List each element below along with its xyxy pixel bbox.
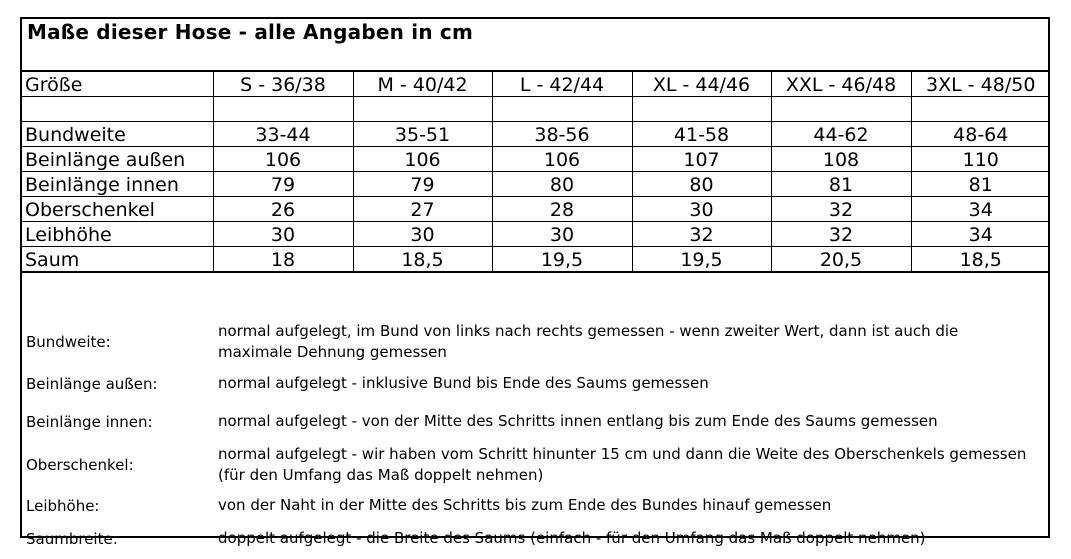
size-header-cell: M - 40/42 [353,71,492,97]
table-cell: 30 [353,222,492,247]
table-cell: 18 [213,247,353,273]
chart-title: Maße dieser Hose - alle Angaben in cm [27,20,474,44]
table-row-beinlaenge-aussen [22,147,1050,172]
note-label: Leibhöhe: [26,497,100,515]
table-cell: 80 [492,172,632,197]
row-label: Oberschenkel [22,197,213,222]
table-cell: 18,5 [911,247,1050,273]
table-cell: 30 [492,222,632,247]
size-header-row [22,71,1050,97]
table-cell: 28 [492,197,632,222]
table-cell: 48-64 [911,122,1050,147]
row-label: Saum [22,247,213,273]
empty-cell [492,97,632,122]
size-header-cell: XXL - 46/48 [771,71,911,97]
size-header-cell: 3XL - 48/50 [911,71,1050,97]
table-row-bundweite [22,122,1050,147]
table-cell: 106 [213,147,353,172]
note-text: normal aufgelegt - von der Mitte des Schritts innen entlang bis zum Ende des Saums gemessen [218,412,938,430]
empty-cell [353,97,492,122]
empty-cell [213,97,353,122]
empty-cell [22,97,213,122]
table-row-beinlaenge-innen [22,172,1050,197]
table-cell: 30 [213,222,353,247]
table-cell: 108 [771,147,911,172]
table-cell: 106 [353,147,492,172]
table-cell: 44-62 [771,122,911,147]
empty-cell [911,97,1050,122]
empty-cell [632,97,771,122]
table-cell: 27 [353,197,492,222]
note-label: Bundweite: [26,333,111,351]
row-label: Beinlänge innen [22,172,213,197]
note-text: normal aufgelegt - wir haben vom Schritt hinunter 15 cm und dann die Weite des Oberschenkels gemessen (für den Umfang das Maß doppelt nehmen) [218,445,1027,484]
table-cell: 32 [771,197,911,222]
table-cell: 35-51 [353,122,492,147]
row-label: Beinlänge außen [22,147,213,172]
table-row-oberschenkel [22,197,1050,222]
table-cell: 110 [911,147,1050,172]
table-cell: 107 [632,147,771,172]
table-cell: 80 [632,172,771,197]
size-header-cell: XL - 44/46 [632,71,771,97]
table-cell: 26 [213,197,353,222]
table-cell: 106 [492,147,632,172]
spacer-row [22,97,1050,122]
table-cell: 81 [771,172,911,197]
table-cell: 41-58 [632,122,771,147]
table-cell: 20,5 [771,247,911,273]
table-row-saum [22,247,1050,273]
size-header-cell: L - 42/44 [492,71,632,97]
table-cell: 81 [911,172,1050,197]
table-cell: 33-44 [213,122,353,147]
empty-cell [771,97,911,122]
table-cell: 19,5 [632,247,771,273]
table-cell: 38-56 [492,122,632,147]
note-label: Beinlänge innen: [26,413,153,431]
table-cell: 79 [353,172,492,197]
note-label: Beinlänge außen: [26,375,158,393]
table-cell: 32 [632,222,771,247]
note-label: Oberschenkel: [26,456,134,474]
size-header-cell: S - 36/38 [213,71,353,97]
size-header-label: Größe [22,71,213,97]
note-text: doppelt aufgelegt - die Breite des Saums (einfach - für den Umfang das Maß doppelt nehmen) [218,529,926,547]
size-table [22,70,1050,273]
row-label: Bundweite [22,122,213,147]
table-cell: 79 [213,172,353,197]
note-text: normal aufgelegt, im Bund von links nach rechts gemessen - wenn zweiter Wert, dann ist auch die maximale Dehnung gemessen [218,322,959,361]
table-cell: 34 [911,197,1050,222]
table-cell: 19,5 [492,247,632,273]
table-cell: 18,5 [353,247,492,273]
table-cell: 32 [771,222,911,247]
note-text: von der Naht in der Mitte des Schritts bis zum Ende des Bundes hinauf gemessen [218,496,832,514]
note-text: normal aufgelegt - inklusive Bund bis Ende des Saums gemessen [218,374,709,392]
row-label: Leibhöhe [22,222,213,247]
table-cell: 30 [632,197,771,222]
size-chart [20,17,1050,548]
note-label: Saumbreite: [26,530,118,548]
table-cell: 34 [911,222,1050,247]
table-row-leibhoehe [22,222,1050,247]
